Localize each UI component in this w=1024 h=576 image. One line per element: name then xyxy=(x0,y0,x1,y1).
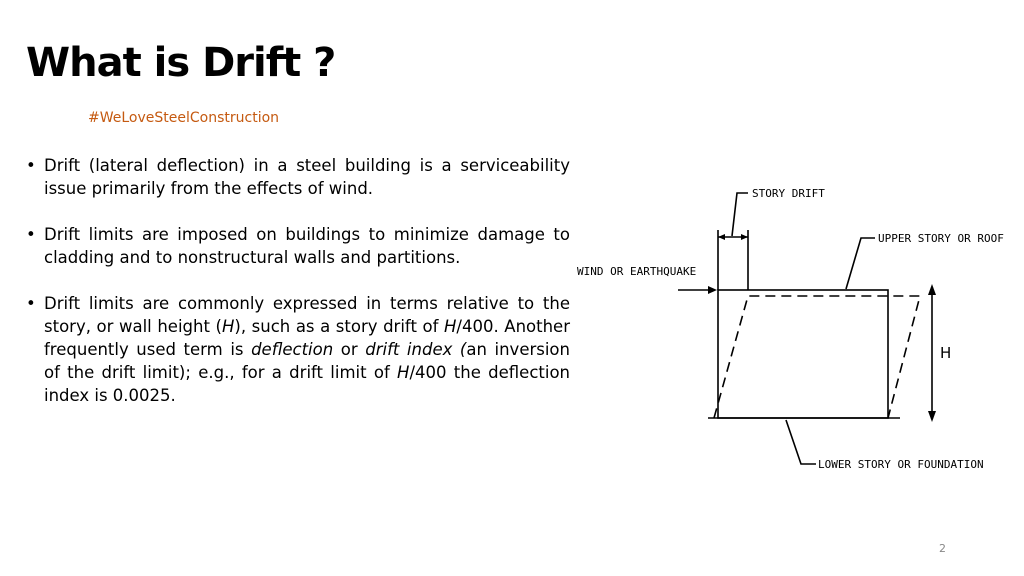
bullet-dot: • xyxy=(26,225,36,244)
bullet-text: an inversion of the drift limit); e.g., for a drift limit of xyxy=(44,340,570,382)
story-drift-label: STORY DRIFT xyxy=(752,187,825,200)
deformed-frame xyxy=(714,296,920,418)
bullet-text: /400 the deflection index is 0.0025. xyxy=(44,363,570,405)
bullet-text: drift index ( xyxy=(365,340,467,359)
bullet-text: deflection xyxy=(251,340,334,359)
height-arrow-bottom xyxy=(928,411,936,422)
story-drift-arrow-left xyxy=(718,234,725,240)
bullet-item xyxy=(26,154,570,200)
upper-story-label: UPPER STORY OR ROOF xyxy=(878,232,1004,245)
drift-diagram xyxy=(574,180,1019,480)
wind-arrowhead xyxy=(708,286,717,294)
height-label: H xyxy=(940,344,952,362)
bullet-item xyxy=(26,292,570,407)
bullet-text: H xyxy=(443,317,457,336)
bullet-text: H xyxy=(221,317,235,336)
bullet-text: ), such as a story drift of xyxy=(234,317,444,336)
lower-story-leader xyxy=(786,420,816,464)
bullet-list xyxy=(26,154,570,407)
story-drift-leader xyxy=(732,193,748,236)
bullet-dot: • xyxy=(26,294,36,313)
bullet-text: or xyxy=(333,340,366,359)
bullet-text: /400. Another frequently used term is xyxy=(44,317,570,359)
bullet-text: H xyxy=(397,363,410,382)
bullet-text: Drift limits are imposed on buildings to minimize damage to cladding and to nonstructural walls and partitions. xyxy=(44,225,570,267)
slide-title: What is Drift ? xyxy=(26,40,336,86)
lower-story-label: LOWER STORY OR FOUNDATION xyxy=(818,458,984,471)
hashtag-label: #WeLoveSteelConstruction xyxy=(88,110,280,126)
bullet-text: Drift (lateral deflection) in a steel building is a serviceability issue primarily from the effects of wind. xyxy=(44,156,570,198)
story-drift-arrow-right xyxy=(741,234,748,240)
bullet-item xyxy=(26,223,570,269)
bullet-dot: • xyxy=(26,156,36,175)
wind-label: WIND OR EARTHQUAKE xyxy=(577,265,697,278)
page-number: 2 xyxy=(939,542,946,555)
bullet-text: Drift limits are commonly expressed in terms relative to the story, or wall height ( xyxy=(44,294,570,336)
height-arrow-top xyxy=(928,284,936,295)
upper-story-leader xyxy=(846,238,875,289)
